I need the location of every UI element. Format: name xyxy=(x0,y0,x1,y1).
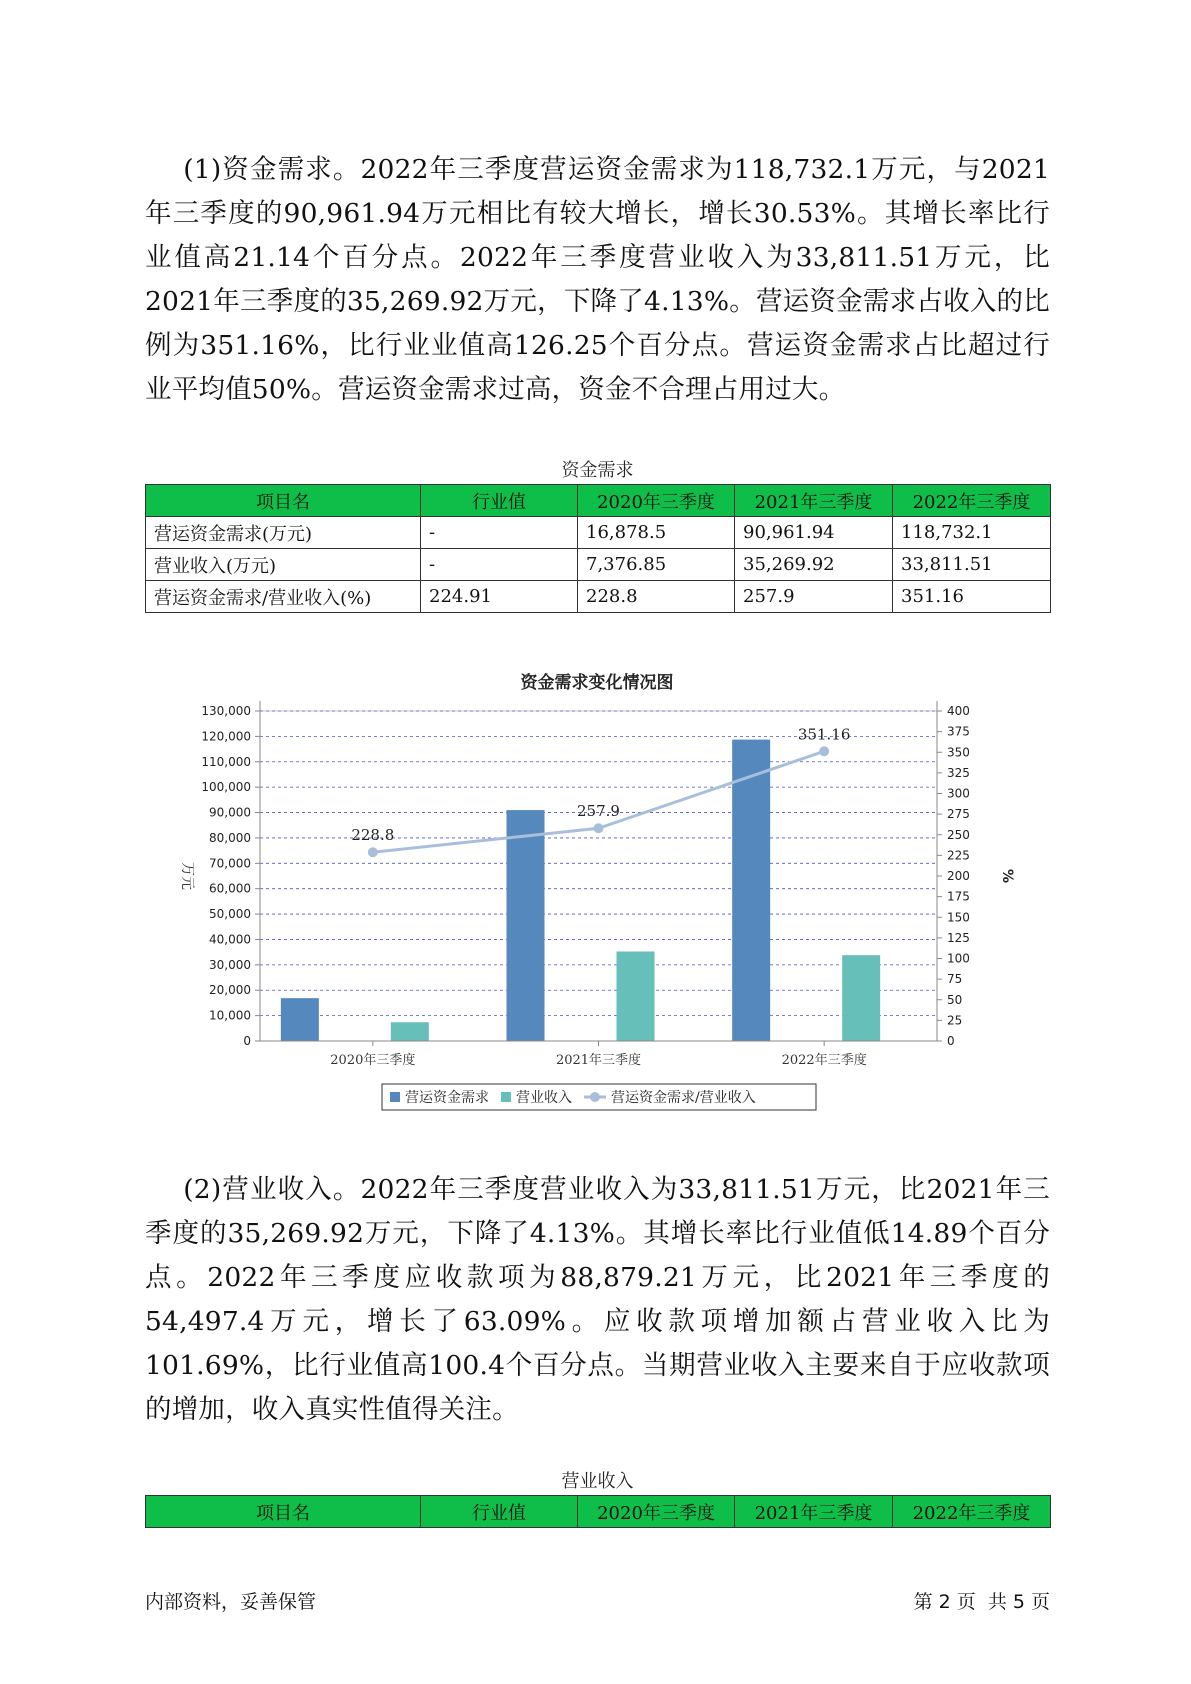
bar xyxy=(617,951,655,1041)
y-tick-label: 10,000 xyxy=(209,1008,251,1023)
legend-swatch xyxy=(390,1092,400,1102)
y-tick-label: 70,000 xyxy=(209,856,251,871)
bar xyxy=(281,998,319,1041)
y2-tick-label: 250 xyxy=(947,827,970,842)
y2-tick-label: 350 xyxy=(947,745,970,760)
table-cell: 16,878.5 xyxy=(578,517,735,549)
table-cell: 营业收入(万元) xyxy=(146,549,421,581)
table-row xyxy=(146,581,1051,613)
table-cell: 33,811.51 xyxy=(893,549,1051,581)
y2-tick-label: 25 xyxy=(947,1013,963,1028)
y2-tick-label: 50 xyxy=(947,992,963,1007)
y-tick-label: 30,000 xyxy=(209,957,251,972)
bar xyxy=(732,740,770,1041)
y2-tick-label: 225 xyxy=(947,848,970,863)
bar xyxy=(507,810,545,1041)
y2-tick-label: 200 xyxy=(947,869,970,883)
table-cell: 351.16 xyxy=(893,581,1051,613)
y2-tick-label: 0 xyxy=(947,1034,955,1048)
table-header-row xyxy=(146,1496,1051,1528)
table-row xyxy=(146,549,1051,581)
header-cell: 项目名 xyxy=(146,1496,421,1528)
table-cell: - xyxy=(421,549,578,581)
y2-tick-label: 175 xyxy=(947,889,970,904)
data-label: 257.9 xyxy=(577,802,620,821)
y2-axis-title: % xyxy=(999,868,1015,884)
bar xyxy=(391,1022,429,1041)
table-cell: - xyxy=(421,517,578,549)
chart-title: 资金需求变化情况图 xyxy=(520,673,674,693)
y2-tick-label: 100 xyxy=(947,951,970,966)
y2-tick-label: 400 xyxy=(947,704,970,718)
table-row xyxy=(146,517,1051,549)
header-cell: 项目名 xyxy=(146,485,421,517)
table-caption-revenue: 营业收入 xyxy=(561,1471,634,1492)
x-tick-label: 2022年三季度 xyxy=(781,1053,867,1068)
x-tick-label: 2020年三季度 xyxy=(330,1053,416,1068)
table-cell: 35,269.92 xyxy=(735,549,893,581)
y-tick-label: 90,000 xyxy=(209,805,251,820)
y2-tick-label: 75 xyxy=(947,972,963,987)
y2-tick-label: 325 xyxy=(947,765,970,780)
table-cell: 118,732.1 xyxy=(893,517,1051,549)
data-label: 351.16 xyxy=(797,725,851,744)
ratio-point xyxy=(368,847,378,857)
table-cell: 营运资金需求(万元) xyxy=(146,517,421,549)
y-tick-label: 0 xyxy=(243,1034,251,1048)
y-tick-label: 80,000 xyxy=(209,830,251,845)
legend-swatch xyxy=(590,1092,600,1102)
table-cell: 90,961.94 xyxy=(735,517,893,549)
y-tick-label: 40,000 xyxy=(209,932,251,947)
y-tick-label: 110,000 xyxy=(201,754,251,769)
header-cell: 2021年三季度 xyxy=(735,485,893,517)
working-capital-chart xyxy=(145,660,1050,1130)
table-cell: 7,376.85 xyxy=(578,549,735,581)
chart-legend xyxy=(382,1084,816,1110)
y2-tick-label: 300 xyxy=(947,786,970,801)
y2-tick-label: 125 xyxy=(947,930,970,945)
y-tick-label: 20,000 xyxy=(209,983,251,998)
y2-tick-label: 375 xyxy=(947,724,970,739)
legend-label: 营业收入 xyxy=(516,1090,572,1106)
y2-tick-label: 150 xyxy=(947,910,970,925)
ratio-point xyxy=(594,823,604,833)
header-cell: 行业值 xyxy=(421,1496,578,1528)
x-tick-label: 2021年三季度 xyxy=(555,1053,642,1068)
y-tick-label: 130,000 xyxy=(201,704,251,718)
paragraph-working-capital: (1)资金需求。2022年三季度营运资金需求为118,732.1万元，与2021年三季度的90,961.94万元相比有较大增长，增长30.53%。其增长率比行业值高21.14个百分点。2022年三季度营业收入为33,811.51万元，比2021年三季度的35,269.92万元，下降了4.13%。营运资金需求占收入的比例为351.16%，比行业业值高126.25个百分点。营运资金需求占比超过行业平均值50%。营运资金需求过高，资金不合理占用过大。 xyxy=(145,154,1050,405)
y-axis-title: 万元 xyxy=(179,862,195,890)
table-working-capital xyxy=(145,484,1051,613)
paragraph-revenue: (2)营业收入。2022年三季度营业收入为33,811.51万元，比2021年三季度的35,269.92万元，下降了4.13%。其增长率比行业值低14.89个百分点。2022年三季度应收款项为88,879.21万元，比2021年三季度的54,497.4万元，增长了63.09%。应收款项增加额占营业收入比为101.69%，比行业值高100.4个百分点。当期营业收入主要来自于应收款项的增加，收入真实性值得关注。 xyxy=(145,1174,1050,1425)
legend-label: 营运资金需求/营业收入 xyxy=(611,1090,756,1106)
footer-note: 内部资料，妥善保管 xyxy=(145,1591,317,1613)
page-number: 第 2 页 共 5 页 xyxy=(913,1591,1050,1613)
y2-tick-label: 275 xyxy=(947,807,970,822)
header-cell: 2021年三季度 xyxy=(735,1496,893,1528)
data-label: 228.8 xyxy=(351,826,395,845)
y-tick-label: 60,000 xyxy=(209,881,251,896)
y-tick-label: 120,000 xyxy=(201,729,251,744)
header-cell: 2020年三季度 xyxy=(578,1496,735,1528)
legend-label: 营运资金需求 xyxy=(405,1090,489,1106)
legend-swatch xyxy=(501,1092,511,1102)
plot-area xyxy=(260,711,937,1041)
table-cell: 224.91 xyxy=(421,581,578,613)
header-cell: 2022年三季度 xyxy=(893,1496,1051,1528)
table-revenue xyxy=(145,1495,1051,1528)
y-tick-label: 100,000 xyxy=(201,780,251,795)
header-cell: 行业值 xyxy=(421,485,578,517)
header-cell: 2022年三季度 xyxy=(893,485,1051,517)
y-tick-label: 50,000 xyxy=(209,907,251,922)
bar xyxy=(842,955,880,1041)
header-cell: 2020年三季度 xyxy=(578,485,735,517)
table-caption-working-capital: 资金需求 xyxy=(561,460,634,481)
table-cell: 228.8 xyxy=(578,581,735,613)
ratio-point xyxy=(819,746,829,756)
table-header-row xyxy=(146,485,1051,517)
table-cell: 营运资金需求/营业收入(%) xyxy=(146,581,421,613)
table-cell: 257.9 xyxy=(735,581,893,613)
